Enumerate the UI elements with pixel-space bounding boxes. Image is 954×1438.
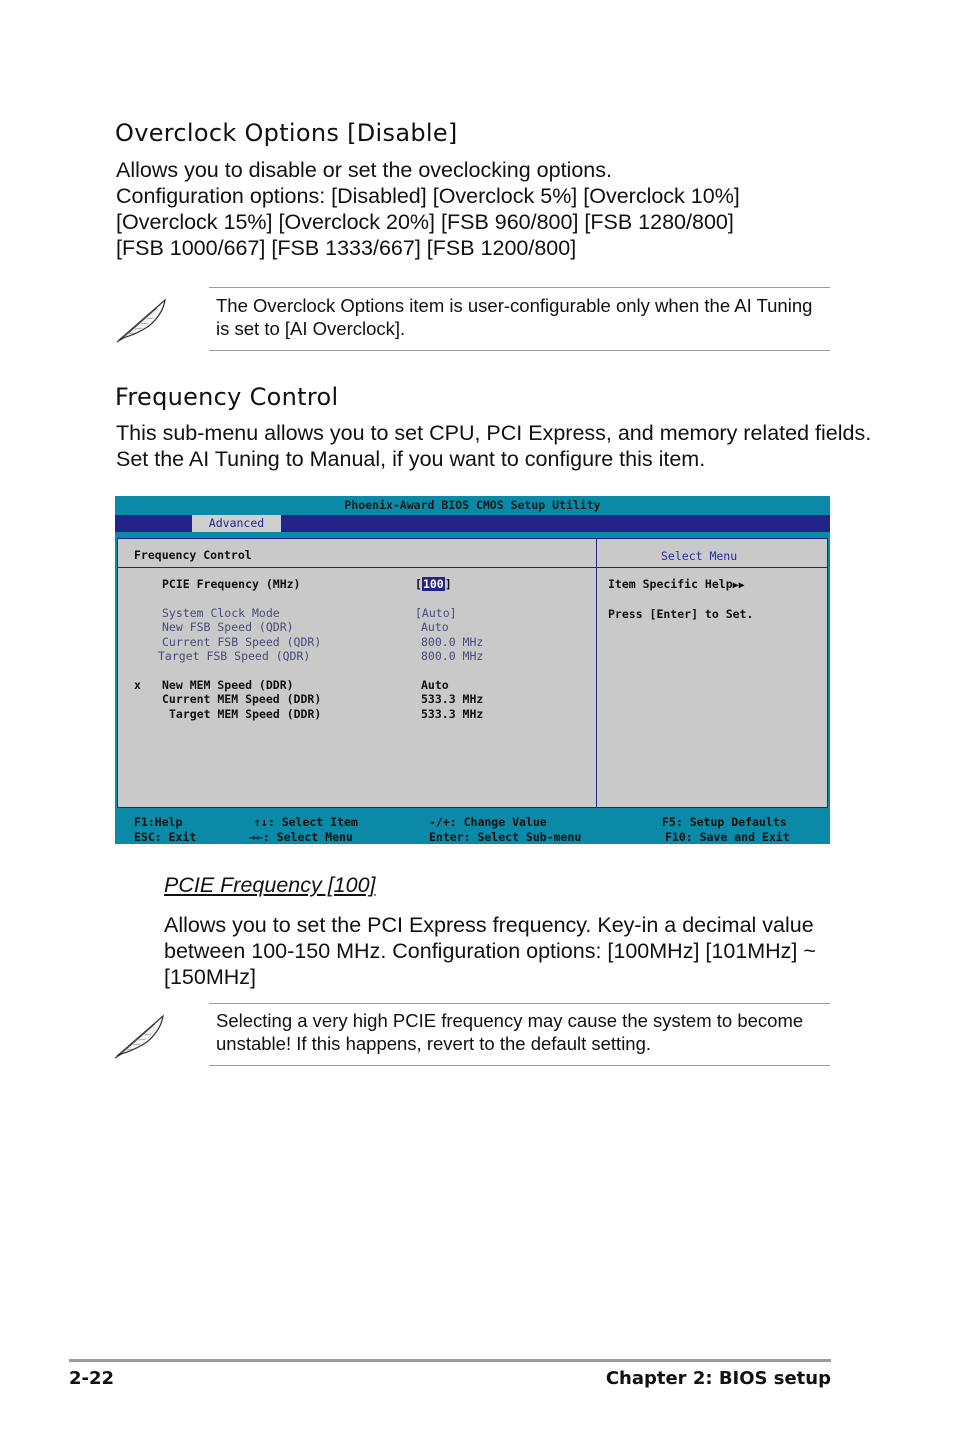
bios-item-label: New MEM Speed (DDR)	[162, 678, 294, 692]
text-line: [FSB 1000/667] [FSB 1333/667] [FSB 1200/800]	[116, 236, 577, 260]
bios-help-title: Select Menu	[661, 549, 738, 563]
bios-key-defaults: F5: Setup Defaults	[662, 815, 787, 829]
section-title-frequency-control: Frequency Control	[115, 383, 339, 411]
bios-screen	[115, 496, 830, 844]
section-title-overclock-options: Overclock Options [Disable]	[115, 119, 458, 147]
text-line: This sub-menu allows you to set CPU, PCI Express, and memory related fields.	[116, 421, 872, 445]
bios-help-line: Press [Enter] to Set.	[608, 607, 754, 621]
text-line: between 100-150 MHz. Configuration options: [100MHz] [101MHz] ~	[164, 939, 816, 963]
bios-selected-value[interactable]: 100	[422, 577, 444, 591]
bios-item-label: Target FSB Speed (QDR)	[158, 649, 311, 663]
bios-key-select-menu: →←: Select Menu	[249, 830, 353, 844]
bios-divider	[596, 539, 597, 807]
bios-item-value: Auto	[421, 678, 449, 692]
text-line: Allows you to set the PCI Express frequency. Key-in a decimal value	[164, 913, 814, 937]
bios-help-line: Item Specific Help▶▶	[608, 577, 745, 591]
bios-item-label: New FSB Speed (QDR)	[162, 620, 294, 634]
bios-item-value: 533.3 MHz	[421, 707, 484, 721]
footer-rule	[69, 1359, 831, 1362]
bios-item-label[interactable]: PCIE Frequency (MHz)	[162, 577, 301, 591]
bios-item-value: 533.3 MHz	[421, 692, 484, 706]
subsection-title-pcie-frequency: PCIE Frequency [100]	[164, 873, 376, 897]
note-line: Selecting a very high PCIE frequency may cause the system to become	[216, 1010, 804, 1031]
overclock-note	[216, 294, 812, 340]
bios-item-value: 800.0 MHz	[421, 649, 484, 663]
note-top-rule	[209, 287, 830, 288]
bios-key-select-item: ↑↓: Select Item	[254, 815, 358, 829]
note-line: The Overclock Options item is user-configurable only when the AI Tuning	[216, 295, 813, 316]
note-line: is set to [AI Overclock].	[216, 318, 406, 339]
bios-item-prefix: x	[134, 678, 141, 692]
note-top-rule	[209, 1003, 830, 1004]
frequency-description	[116, 420, 871, 472]
bios-key-exit: ESC: Exit	[134, 830, 197, 844]
bios-tab-advanced[interactable]: Advanced	[192, 515, 281, 532]
bios-item-value: Auto	[421, 620, 449, 634]
bios-key-sub-menu: Enter: Select Sub-menu	[429, 830, 582, 844]
note-bottom-rule	[209, 1065, 830, 1066]
note-pen-icon	[113, 294, 169, 344]
overclock-description	[116, 157, 740, 261]
text-line: Configuration options: [Disabled] [Overclock 5%] [Overclock 10%]	[116, 184, 740, 208]
bios-item-label: Target MEM Speed (DDR)	[169, 707, 322, 721]
note-pen-icon	[111, 1010, 167, 1060]
bios-title: Phoenix-Award BIOS CMOS Setup Utility	[344, 498, 601, 512]
bios-item-value: 800.0 MHz	[421, 635, 484, 649]
bios-item-value[interactable]: [100]	[415, 577, 452, 591]
page-number: 2-22	[69, 1368, 115, 1389]
bios-panel-title: Frequency Control	[134, 548, 252, 562]
text-line: Set the AI Tuning to Manual, if you want to configure this item.	[116, 447, 706, 471]
bios-item-label: Current FSB Speed (QDR)	[162, 635, 322, 649]
bios-key-help: F1:Help	[134, 815, 183, 829]
bios-divider	[118, 567, 827, 568]
pcie-note	[216, 1009, 803, 1055]
chapter-title: Chapter 2: BIOS setup	[605, 1368, 831, 1389]
note-line: unstable! If this happens, revert to the default setting.	[216, 1033, 652, 1054]
bios-item-label: Current MEM Speed (DDR)	[162, 692, 322, 706]
bios-item-value: [Auto]	[415, 606, 457, 620]
pcie-description	[164, 912, 816, 990]
bios-footer	[115, 814, 830, 844]
bios-item-label: System Clock Mode	[162, 606, 280, 620]
bios-panel	[117, 538, 828, 808]
note-bottom-rule	[209, 350, 830, 351]
double-arrow-icon: ▶▶	[732, 580, 745, 591]
bios-key-save-exit: F10: Save and Exit	[665, 830, 790, 844]
bios-key-change-value: -/+: Change Value	[429, 815, 547, 829]
text-line: Allows you to disable or set the oveclocking options.	[116, 158, 612, 182]
bios-menubar	[115, 515, 830, 532]
text-line: [Overclock 15%] [Overclock 20%] [FSB 960/800] [FSB 1280/800]	[116, 210, 734, 234]
text-line: [150MHz]	[164, 965, 257, 989]
